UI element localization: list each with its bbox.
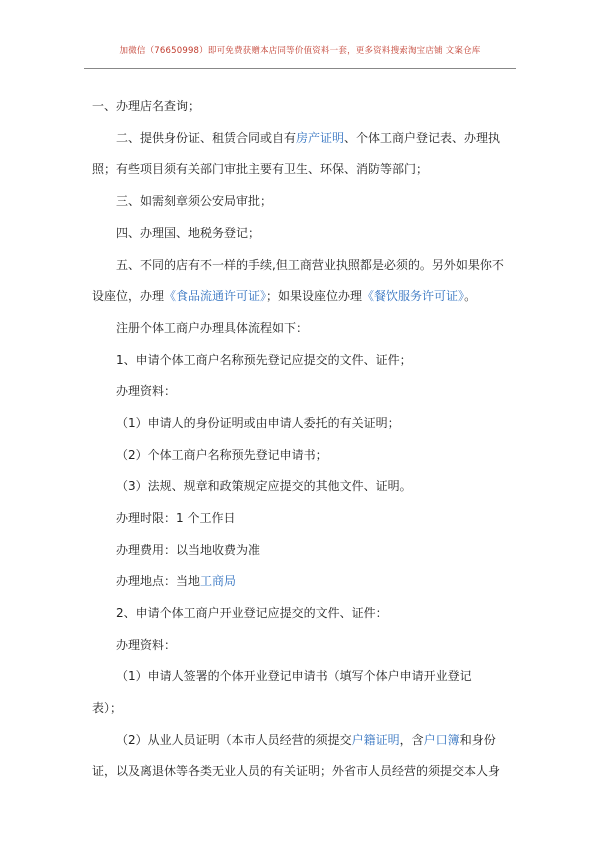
paragraph-5-text-b: 设座位，办理 (92, 289, 165, 303)
section-1-place-text: 办理地点：当地 (116, 574, 201, 588)
section-1-place (116, 573, 236, 589)
header-banner: 加微信（76650998）即可免费获赠本店同等价值资料一套，更多资料搜索淘宝店铺 文案仓库 (119, 46, 481, 56)
section-1-item-1: （1）申请人的身份证明或由申请人委托的有关证明； (116, 416, 400, 430)
section-1-fee: 办理费用：以当地收费为准 (116, 543, 261, 557)
paragraph-3: 三、如需刻章须公安局审批； (116, 194, 273, 208)
section-1-title: 1、申请个体工商户名称预先登记应提交的文件、证件； (116, 353, 412, 367)
paragraph-2-text-a: 二、提供身份证、租赁合同或自有 (116, 131, 297, 145)
paragraph-2-text-b: 、个体工商户登记表、办理执 (344, 131, 501, 145)
section-2-item-2-line-2: 证，以及离退休等各类无业人员的有关证明；外省市人员经营的须提交本人身 (92, 764, 501, 778)
paragraph-5-text-d: 。 (464, 289, 477, 303)
header-divider (84, 68, 516, 69)
section-2-item-1-line-1: （1）申请人签署的个体开业登记申请书（填写个体户申请开业登记 (116, 669, 472, 683)
paragraph-5-line-2 (92, 288, 476, 304)
paragraph-4: 四、办理国、地税务登记； (116, 226, 261, 240)
household-booklet-link[interactable]: 户口簿 (423, 733, 460, 747)
section-2-materials-label: 办理资料： (116, 638, 177, 652)
section-2-item-2-text-b: ，含 (399, 733, 424, 747)
industry-commerce-bureau-link[interactable]: 工商局 (200, 574, 237, 588)
paragraph-6: 注册个体工商户办理具体流程如下： (116, 321, 309, 335)
section-1-item-3: （3）法规、规章和政策规定应提交的其他文件、证明。 (116, 479, 412, 493)
section-2-item-2-text-a: （2）从业人员证明（本市人员经营的须提交 (116, 733, 352, 747)
section-2-item-1-line-2: 表）； (92, 701, 123, 715)
food-circulation-permit-link[interactable]: 《食品流通许可证》 (164, 289, 267, 303)
section-2-item-2-line-1 (116, 732, 496, 748)
section-1-time: 办理时限：1 个工作日 (116, 511, 236, 525)
property-certificate-link[interactable]: 房产证明 (296, 131, 345, 145)
paragraph-5-text-c: ；如果设座位办理 (266, 289, 363, 303)
catering-service-permit-link[interactable]: 《餐饮服务许可证》 (362, 289, 465, 303)
paragraph-2-line-2: 照；有些项目须有关部门审批主要有卫生、环保、消防等部门； (92, 162, 429, 176)
section-1-materials-label: 办理资料： (116, 384, 177, 398)
paragraph-2-line-1 (116, 130, 500, 146)
household-register-proof-link[interactable]: 户籍证明 (351, 733, 400, 747)
paragraph-5-line-1: 五、不同的店有不一样的手续,但工商营业执照都是必须的。另外如果你不 (116, 258, 504, 272)
section-2-title: 2、申请个体工商户开业登记应提交的文件、证件： (116, 606, 388, 620)
section-2-item-2-text-c: 和身份 (459, 733, 496, 747)
paragraph-1: 一、办理店名查询； (92, 99, 201, 113)
section-1-item-2: （2）个体工商户名称预先登记申请书； (116, 448, 328, 462)
